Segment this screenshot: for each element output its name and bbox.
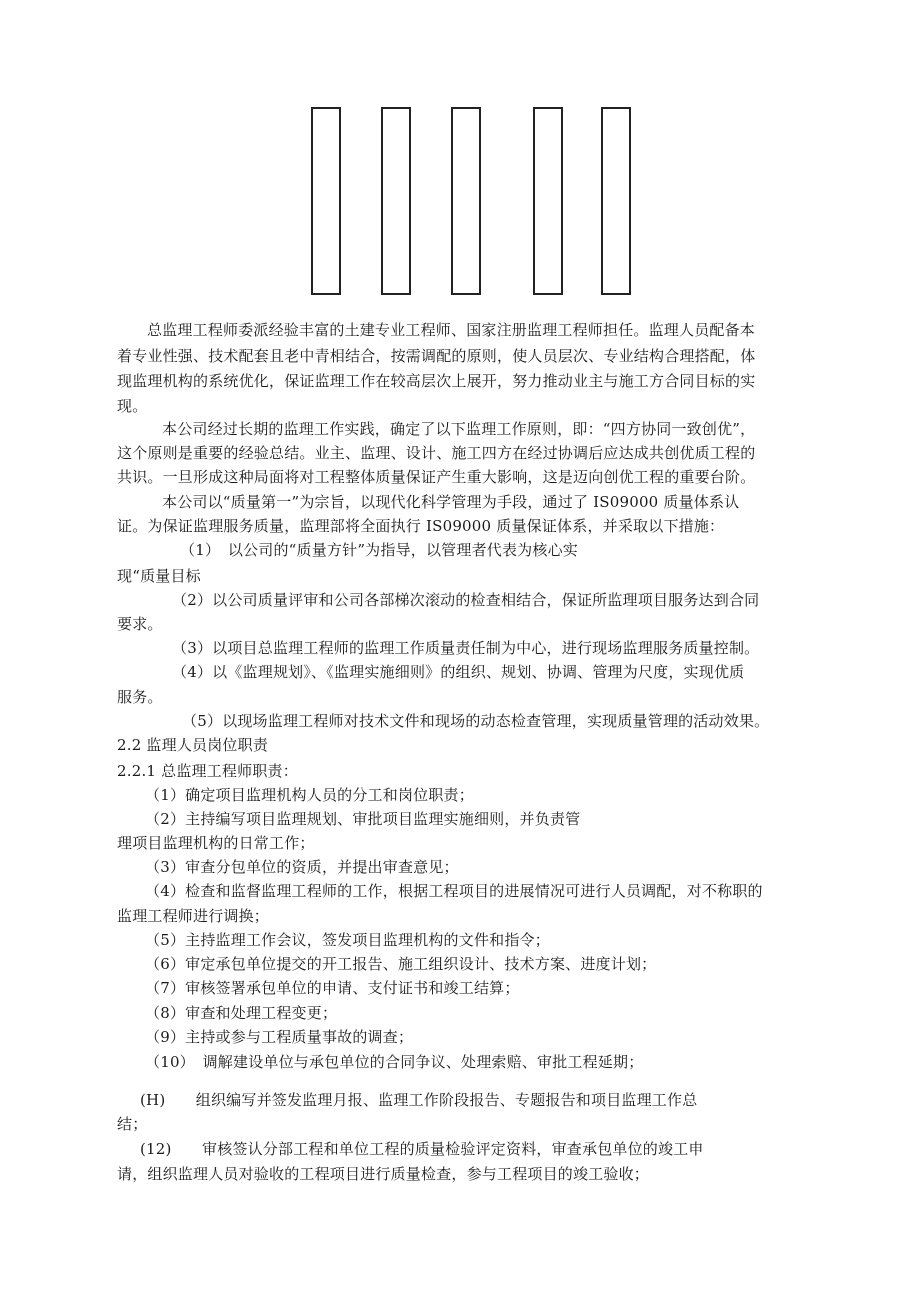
- duty-item: （5）主持监理工作会议，签发项目监理机构的文件和指令；: [145, 931, 550, 949]
- figure-rect-5: [601, 107, 631, 295]
- list-item: 要求。: [117, 615, 163, 633]
- list-item: （2）以公司质量评审和公司各部梯次滚动的检查相结合，保证所监理项目服务达到合同: [172, 591, 760, 609]
- list-item: （3）以项目总监理工程师的监理工作质量责任制为中心，进行现场监理服务质量控制。: [172, 639, 760, 657]
- duty-item: （3）审查分包单位的资质，并提出审查意见；: [145, 858, 459, 876]
- figure-rectangles: [0, 107, 920, 297]
- figure-rect-4: [533, 107, 563, 295]
- duty-item: （1）确定项目监理机构人员的分工和岗位职责；: [145, 786, 474, 804]
- paragraph-line: 本公司经过长期的监理工作实践，确定了以下监理工作原则，即：“四方协同一致创优”，: [162, 420, 756, 438]
- figure-rect-3: [451, 107, 481, 295]
- paragraph-line: 本公司以“质量第一”为宗旨，以现代化科学管理为手段，通过了 IS09000 质量体系认: [162, 493, 740, 511]
- duty-item: (H) 组织编写并签发监理月报、监理工作阶段报告、专题报告和项目监理工作总: [140, 1091, 698, 1109]
- paragraph-line: 总监理工程师委派经验丰富的土建专业工程师、国家注册监理工程师担任。监理人员配备本: [147, 321, 756, 339]
- list-item: 现“质量目标: [117, 567, 201, 585]
- list-item: （1） 以公司的“质量方针”为指导，以管理者代表为核心实: [180, 541, 578, 559]
- list-item: （5）以现场监理工程师对技术文件和现场的动态检查管理，实现质量管理的活动效果。: [182, 712, 770, 730]
- duty-item: 监理工程师进行调换；: [117, 907, 270, 925]
- paragraph-line: 共识。一旦形成这种局面将对工程整体质量保证产生重大影响，这是迈向创优工程的重要台阶。: [117, 468, 756, 486]
- paragraph-line: 现。: [117, 397, 148, 415]
- section-heading: 2.2 监理人员岗位职责: [117, 736, 269, 754]
- paragraph-line: 现监理机构的系统优化，保证监理工作在较高层次上展开，努力推动业主与施工方合同目标的实: [117, 372, 756, 390]
- duty-item: （7）审核签署承包单位的申请、支付证书和竣工结算；: [145, 979, 520, 997]
- figure-rect-2: [381, 107, 411, 295]
- duty-item: （6）审定承包单位提交的开工报告、施工组织设计、技术方案、进度计划；: [145, 955, 657, 973]
- paragraph-line: 证。为保证监理服务质量，监理部将全面执行 IS09000 质量保证体系，并采取以下措施：: [117, 517, 725, 535]
- list-item: 服务。: [117, 688, 163, 706]
- duty-item: 理项目监理机构的日常工作；: [117, 834, 315, 852]
- duty-item: （9）主持或参与工程质量事故的调查；: [145, 1028, 414, 1046]
- list-item: （4）以《监理规划》、《监理实施细则》的组织、规划、协调、管理为尺度，实现优质: [172, 663, 745, 681]
- duty-item: (12) 审核签认分部工程和单位工程的质量检验评定资料，审查承包单位的竣工申: [140, 1140, 704, 1158]
- duty-item: 结；: [117, 1115, 148, 1133]
- duty-item: （4）检查和监督监理工程师的工作，根据工程项目的进展情况可进行人员调配，对不称职的: [145, 882, 763, 900]
- figure-rect-1: [311, 107, 341, 295]
- duty-item: （2）主持编写项目监理规划、审批项目监理实施细则，并负责管: [145, 810, 581, 828]
- paragraph-line: 着专业性强、技术配套且老中青相结合，按需调配的原则，使人员层次、专业结构合理搭配，体: [117, 347, 756, 365]
- paragraph-line: 这个原则是重要的经验总结。业主、监理、设计、施工四方在经过协调后应达成共创优质工程的: [117, 444, 756, 462]
- duty-item: 请，组织监理人员对验收的工程项目进行质量检查，参与工程项目的竣工验收；: [117, 1165, 650, 1183]
- duty-item: （8）审查和处理工程变更；: [145, 1004, 338, 1022]
- duty-item: （10） 调解建设单位与承包单位的合同争议、处理索赔、审批工程延期；: [145, 1053, 644, 1071]
- subsection-heading: 2.2.1 总监理工程师职责：: [117, 762, 298, 780]
